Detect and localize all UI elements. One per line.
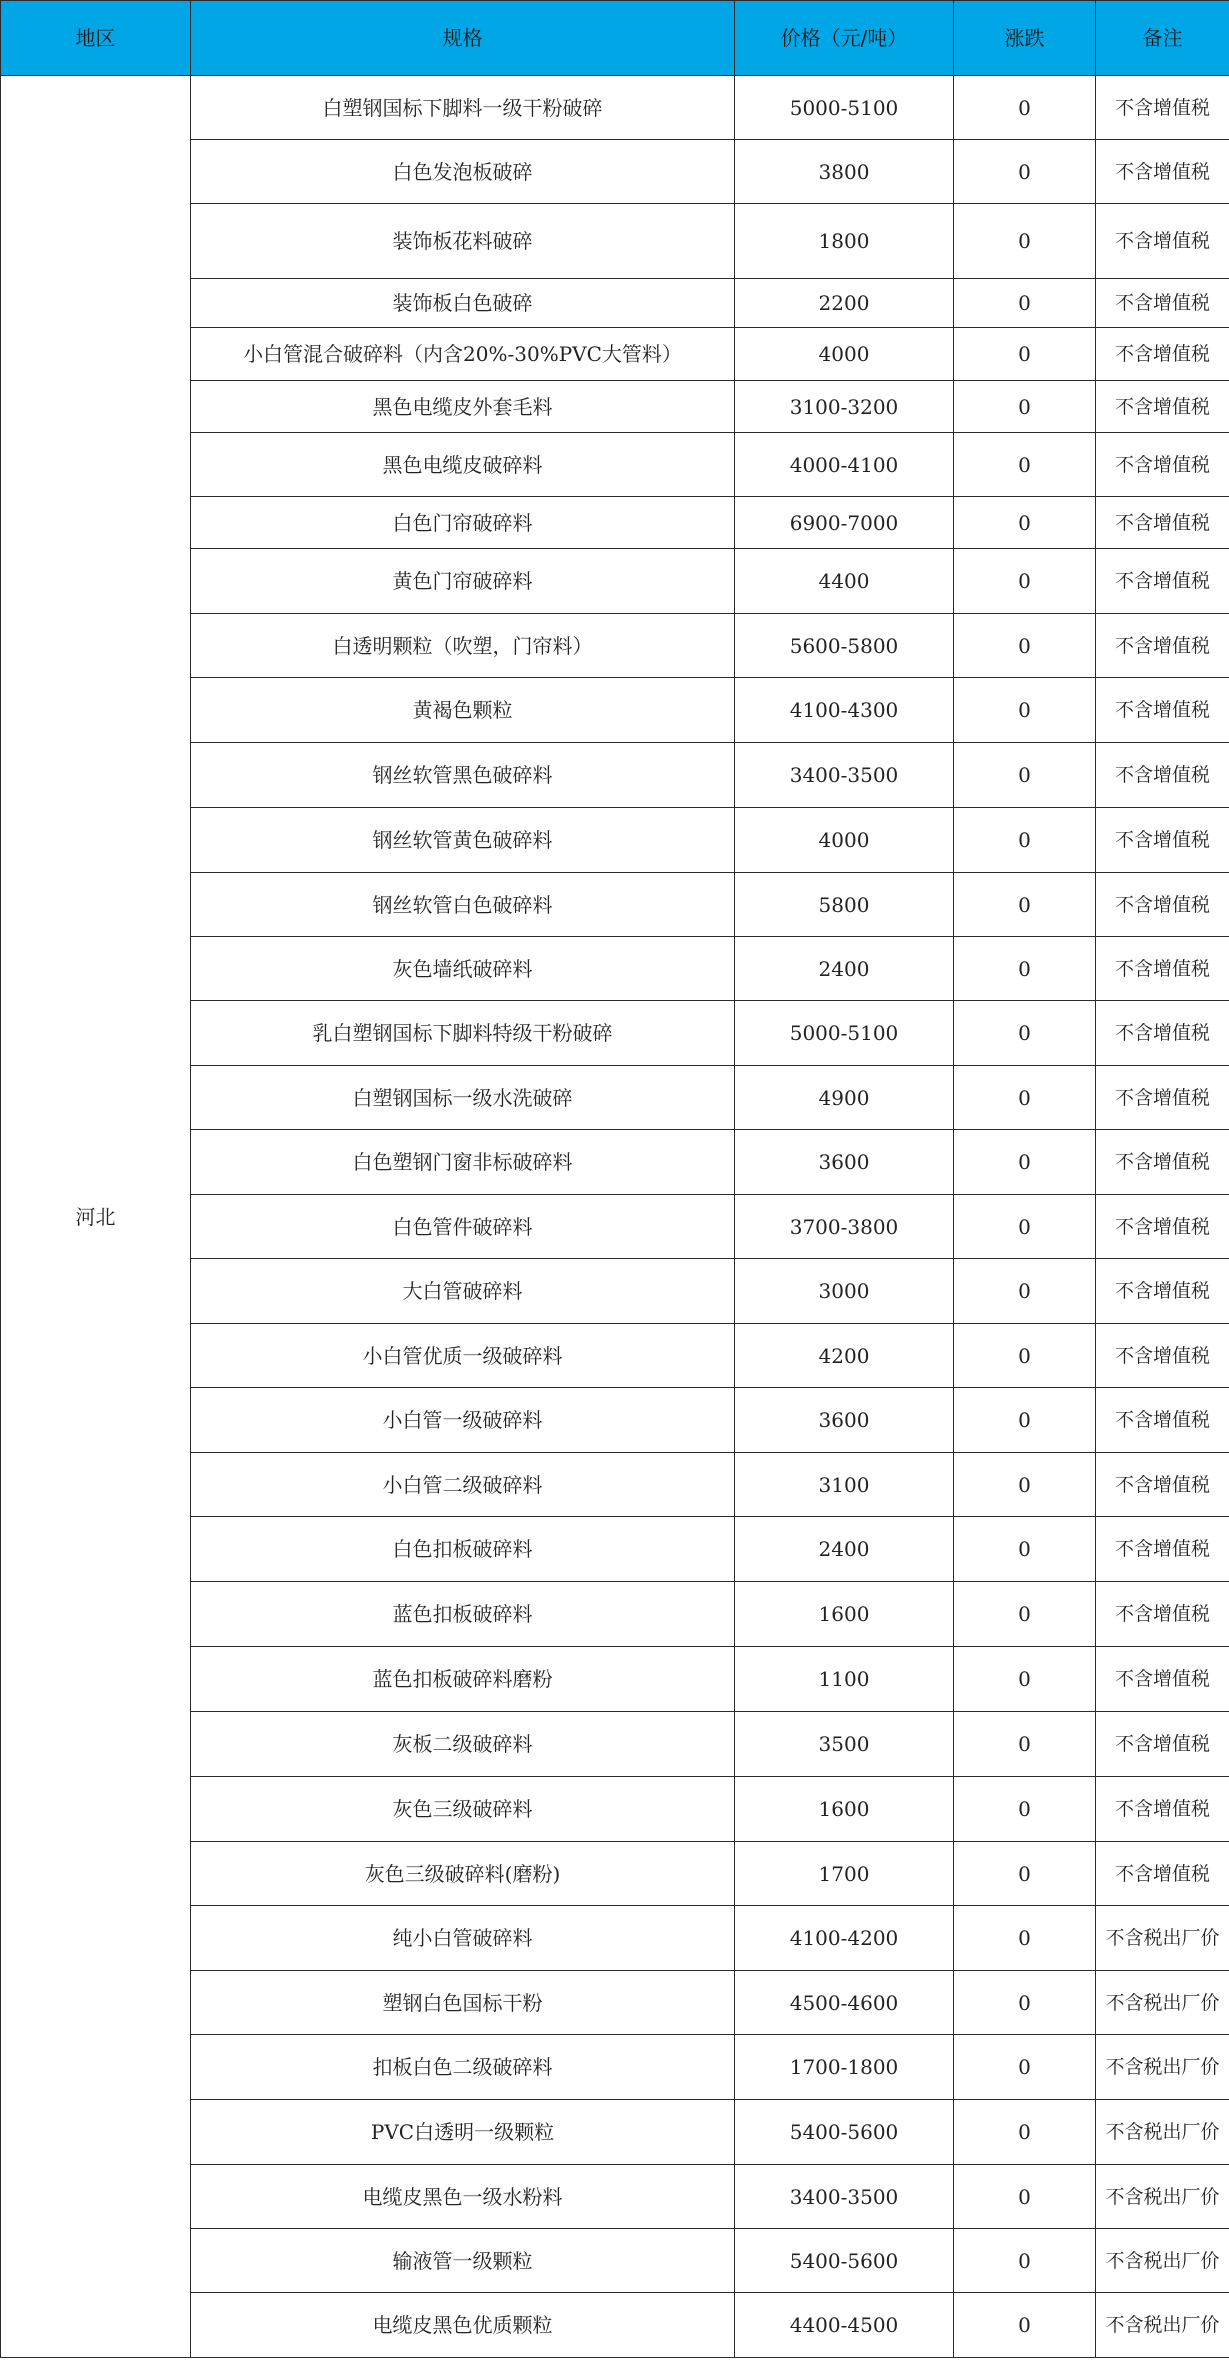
spec-cell: 黄褐色颗粒 — [191, 678, 735, 743]
price-cell: 6900-7000 — [735, 497, 954, 549]
spec-cell: 小白管混合破碎料（内含20%-30%PVC大管料） — [191, 328, 735, 381]
note-cell: 不含增值税 — [1096, 204, 1229, 279]
spec-cell: 灰色三级破碎料(磨粉) — [191, 1842, 735, 1906]
spec-cell: 大白管破碎料 — [191, 1259, 735, 1324]
change-cell: 0 — [954, 2293, 1096, 2358]
change-cell: 0 — [954, 549, 1096, 614]
price-cell: 4000 — [735, 808, 954, 873]
price-cell: 5400-5600 — [735, 2100, 954, 2165]
note-cell: 不含增值税 — [1096, 381, 1229, 433]
spec-cell: 乳白塑钢国标下脚料特级干粉破碎 — [191, 1001, 735, 1066]
spec-cell: 黑色电缆皮外套毛料 — [191, 381, 735, 433]
spec-cell: 灰板二级破碎料 — [191, 1712, 735, 1777]
change-cell: 0 — [954, 1324, 1096, 1388]
note-cell: 不含增值税 — [1096, 1066, 1229, 1130]
price-cell: 3700-3800 — [735, 1195, 954, 1259]
spec-cell: 白塑钢国标下脚料一级干粉破碎 — [191, 76, 735, 140]
header-price: 价格（元/吨） — [735, 1, 954, 76]
note-cell: 不含税出厂价 — [1096, 2293, 1229, 2358]
spec-cell: 纯小白管破碎料 — [191, 1906, 735, 1971]
price-cell: 4100-4300 — [735, 678, 954, 743]
change-cell: 0 — [954, 1066, 1096, 1130]
price-cell: 3000 — [735, 1259, 954, 1324]
spec-cell: 黄色门帘破碎料 — [191, 549, 735, 614]
change-cell: 0 — [954, 1971, 1096, 2035]
change-cell: 0 — [954, 937, 1096, 1001]
note-cell: 不含增值税 — [1096, 1001, 1229, 1066]
change-cell: 0 — [954, 1517, 1096, 1582]
change-cell: 0 — [954, 1453, 1096, 1517]
note-cell: 不含增值税 — [1096, 140, 1229, 204]
change-cell: 0 — [954, 381, 1096, 433]
change-cell: 0 — [954, 1647, 1096, 1712]
change-cell: 0 — [954, 808, 1096, 873]
price-cell: 2200 — [735, 279, 954, 328]
header-spec: 规格 — [191, 1, 735, 76]
spec-cell: 白色扣板破碎料 — [191, 1517, 735, 1582]
price-cell: 4000 — [735, 328, 954, 381]
price-cell: 3100-3200 — [735, 381, 954, 433]
change-cell: 0 — [954, 1130, 1096, 1195]
note-cell: 不含增值税 — [1096, 1259, 1229, 1324]
spec-cell: 白色门帘破碎料 — [191, 497, 735, 549]
note-cell: 不含增值税 — [1096, 1130, 1229, 1195]
price-cell: 5000-5100 — [735, 1001, 954, 1066]
note-cell: 不含增值税 — [1096, 678, 1229, 743]
note-cell: 不含增值税 — [1096, 1517, 1229, 1582]
spec-cell: 装饰板白色破碎 — [191, 279, 735, 328]
spec-cell: 钢丝软管黄色破碎料 — [191, 808, 735, 873]
header-region: 地区 — [1, 1, 191, 76]
price-cell: 5600-5800 — [735, 614, 954, 678]
spec-cell: 白色管件破碎料 — [191, 1195, 735, 1259]
note-cell: 不含增值税 — [1096, 1453, 1229, 1517]
note-cell: 不含增值税 — [1096, 937, 1229, 1001]
change-cell: 0 — [954, 76, 1096, 140]
note-cell: 不含税出厂价 — [1096, 2229, 1229, 2293]
change-cell: 0 — [954, 140, 1096, 204]
header-row — [1, 1, 1229, 76]
change-cell: 0 — [954, 433, 1096, 497]
spec-cell: 装饰板花料破碎 — [191, 204, 735, 279]
spec-cell: 小白管一级破碎料 — [191, 1388, 735, 1453]
note-cell: 不含增值税 — [1096, 1195, 1229, 1259]
note-cell: 不含增值税 — [1096, 614, 1229, 678]
price-cell: 4100-4200 — [735, 1906, 954, 1971]
change-cell: 0 — [954, 1712, 1096, 1777]
spec-cell: 小白管二级破碎料 — [191, 1453, 735, 1517]
note-cell: 不含税出厂价 — [1096, 1971, 1229, 2035]
change-cell: 0 — [954, 328, 1096, 381]
note-cell: 不含税出厂价 — [1096, 2165, 1229, 2229]
price-cell: 1600 — [735, 1777, 954, 1842]
price-cell: 4500-4600 — [735, 1971, 954, 2035]
header-change: 涨跌 — [954, 1, 1096, 76]
spec-cell: 扣板白色二级破碎料 — [191, 2035, 735, 2100]
price-cell: 1600 — [735, 1582, 954, 1647]
change-cell: 0 — [954, 1906, 1096, 1971]
price-cell: 5400-5600 — [735, 2229, 954, 2293]
change-cell: 0 — [954, 2035, 1096, 2100]
note-cell: 不含增值税 — [1096, 743, 1229, 808]
spec-cell: 塑钢白色国标干粉 — [191, 1971, 735, 2035]
change-cell: 0 — [954, 1001, 1096, 1066]
note-cell: 不含增值税 — [1096, 328, 1229, 381]
spec-cell: 钢丝软管黑色破碎料 — [191, 743, 735, 808]
header-note: 备注 — [1096, 1, 1229, 76]
spec-cell: 小白管优质一级破碎料 — [191, 1324, 735, 1388]
price-cell: 3400-3500 — [735, 743, 954, 808]
spec-cell: 白透明颗粒（吹塑，门帘料） — [191, 614, 735, 678]
note-cell: 不含税出厂价 — [1096, 2100, 1229, 2165]
note-cell: 不含增值税 — [1096, 808, 1229, 873]
spec-cell: 白色发泡板破碎 — [191, 140, 735, 204]
table-row — [1, 76, 1229, 140]
note-cell: 不含增值税 — [1096, 1582, 1229, 1647]
note-cell: 不含增值税 — [1096, 1388, 1229, 1453]
price-cell: 4400 — [735, 549, 954, 614]
price-cell: 3600 — [735, 1388, 954, 1453]
spec-cell: 白色塑钢门窗非标破碎料 — [191, 1130, 735, 1195]
change-cell: 0 — [954, 1195, 1096, 1259]
change-cell: 0 — [954, 678, 1096, 743]
note-cell: 不含增值税 — [1096, 1712, 1229, 1777]
spec-cell: PVC白透明一级颗粒 — [191, 2100, 735, 2165]
spec-cell: 白塑钢国标一级水洗破碎 — [191, 1066, 735, 1130]
change-cell: 0 — [954, 1777, 1096, 1842]
spec-cell: 黑色电缆皮破碎料 — [191, 433, 735, 497]
spec-cell: 蓝色扣板破碎料磨粉 — [191, 1647, 735, 1712]
change-cell: 0 — [954, 614, 1096, 678]
note-cell: 不含税出厂价 — [1096, 1906, 1229, 1971]
change-cell: 0 — [954, 204, 1096, 279]
price-cell: 2400 — [735, 1517, 954, 1582]
price-cell: 3800 — [735, 140, 954, 204]
price-cell: 4200 — [735, 1324, 954, 1388]
change-cell: 0 — [954, 1259, 1096, 1324]
price-cell: 3100 — [735, 1453, 954, 1517]
price-cell: 3500 — [735, 1712, 954, 1777]
change-cell: 0 — [954, 497, 1096, 549]
price-cell: 3400-3500 — [735, 2165, 954, 2229]
price-cell: 5800 — [735, 873, 954, 937]
note-cell: 不含增值税 — [1096, 1647, 1229, 1712]
note-cell: 不含增值税 — [1096, 873, 1229, 937]
change-cell: 0 — [954, 2100, 1096, 2165]
price-cell: 4000-4100 — [735, 433, 954, 497]
note-cell: 不含增值税 — [1096, 76, 1229, 140]
price-cell: 4400-4500 — [735, 2293, 954, 2358]
spec-cell: 输液管一级颗粒 — [191, 2229, 735, 2293]
spec-cell: 电缆皮黑色一级水粉料 — [191, 2165, 735, 2229]
change-cell: 0 — [954, 2229, 1096, 2293]
price-cell: 5000-5100 — [735, 76, 954, 140]
note-cell: 不含增值税 — [1096, 433, 1229, 497]
spec-cell: 钢丝软管白色破碎料 — [191, 873, 735, 937]
price-cell: 1800 — [735, 204, 954, 279]
change-cell: 0 — [954, 873, 1096, 937]
price-cell: 4900 — [735, 1066, 954, 1130]
spec-cell: 灰色三级破碎料 — [191, 1777, 735, 1842]
price-cell: 1700 — [735, 1842, 954, 1906]
spec-cell: 灰色墙纸破碎料 — [191, 937, 735, 1001]
note-cell: 不含增值税 — [1096, 1324, 1229, 1388]
note-cell: 不含增值税 — [1096, 549, 1229, 614]
note-cell: 不含税出厂价 — [1096, 2035, 1229, 2100]
change-cell: 0 — [954, 279, 1096, 328]
change-cell: 0 — [954, 743, 1096, 808]
spec-cell: 电缆皮黑色优质颗粒 — [191, 2293, 735, 2358]
table-body — [1, 76, 1229, 2358]
change-cell: 0 — [954, 1582, 1096, 1647]
change-cell: 0 — [954, 2165, 1096, 2229]
change-cell: 0 — [954, 1388, 1096, 1453]
region-cell: 河北 — [1, 76, 191, 2358]
spec-cell: 蓝色扣板破碎料 — [191, 1582, 735, 1647]
note-cell: 不含增值税 — [1096, 1777, 1229, 1842]
note-cell: 不含增值税 — [1096, 1842, 1229, 1906]
price-cell: 1700-1800 — [735, 2035, 954, 2100]
note-cell: 不含增值税 — [1096, 279, 1229, 328]
change-cell: 0 — [954, 1842, 1096, 1906]
price-cell: 1100 — [735, 1647, 954, 1712]
note-cell: 不含增值税 — [1096, 497, 1229, 549]
price-cell: 2400 — [735, 937, 954, 1001]
price-cell: 3600 — [735, 1130, 954, 1195]
